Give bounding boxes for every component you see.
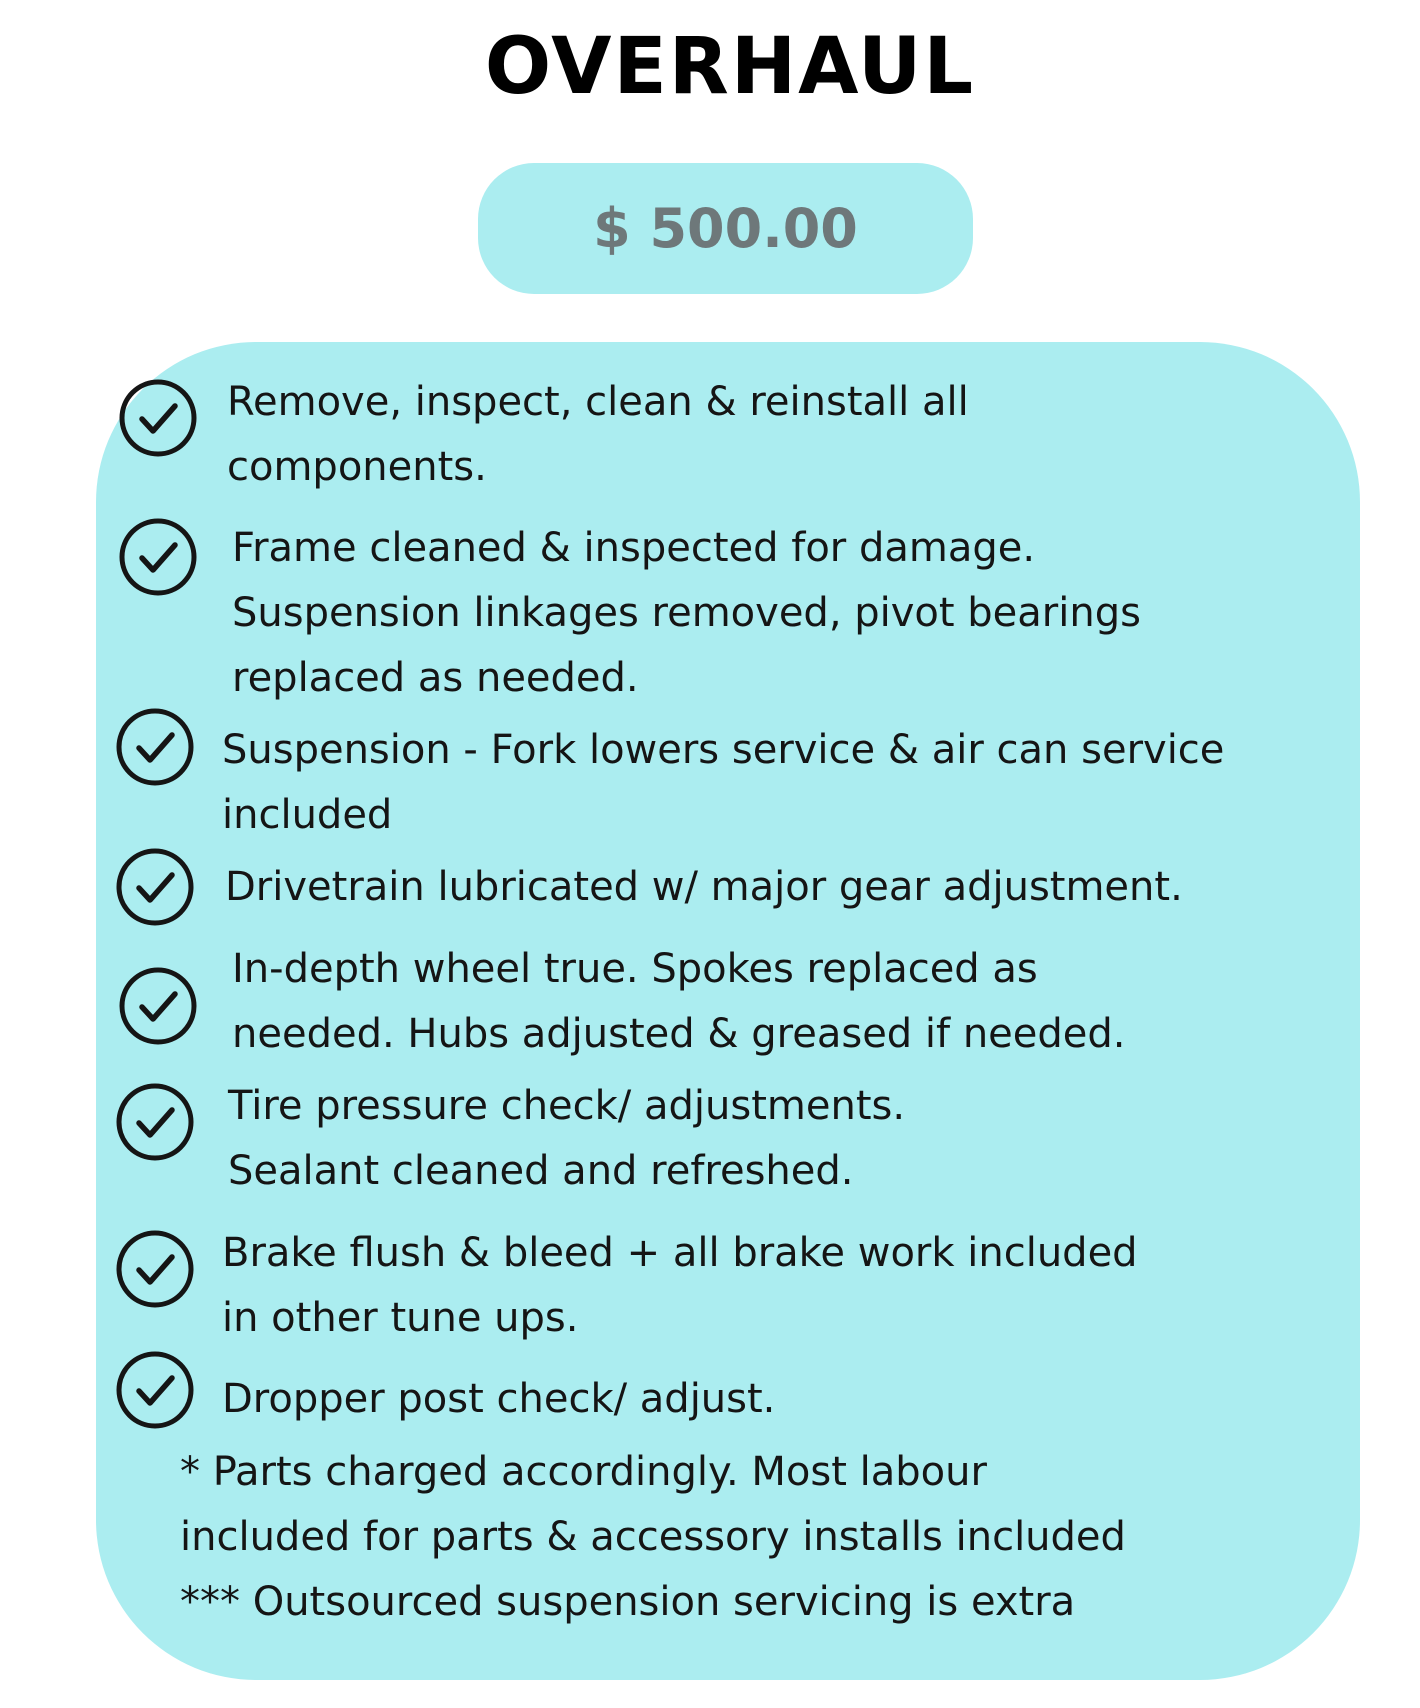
service-line: In-depth wheel true. Spokes replaced as [232, 946, 1038, 992]
service-line: needed. Hubs adjusted & greased if needed. [232, 1011, 1126, 1057]
service-line: Frame cleaned & inspected for damage. [232, 525, 1036, 571]
parts-note-line: included for parts & accessory installs included [180, 1514, 1126, 1560]
check-circle-icon [115, 1229, 195, 1309]
page-title: OVERHAUL [484, 22, 976, 112]
price-badge [478, 163, 973, 294]
service-item-text [225, 855, 1183, 920]
service-line: Sealant cleaned and refreshed. [228, 1148, 854, 1194]
service-item-text [232, 937, 1126, 1067]
service-item-text [227, 370, 969, 500]
service-line: components. [227, 444, 487, 490]
service-item-text [222, 718, 1224, 848]
service-line: Drivetrain lubricated w/ major gear adjustment. [225, 864, 1183, 910]
service-line: Tire pressure check/ adjustments. [228, 1083, 906, 1129]
parts-note-line: * Parts charged accordingly. Most labour [180, 1449, 987, 1495]
check-circle-icon [118, 517, 198, 597]
service-line: Dropper post check/ adjust. [222, 1376, 776, 1422]
service-line: Remove, inspect, clean & reinstall all [227, 379, 969, 425]
service-item-text [232, 516, 1141, 711]
service-line: replaced as needed. [232, 655, 639, 701]
service-item-text [222, 1367, 775, 1432]
check-circle-icon [115, 1082, 195, 1162]
service-line: included [222, 792, 393, 838]
check-circle-icon [115, 707, 195, 787]
service-line: Brake flush & bleed + all brake work included [222, 1230, 1138, 1276]
service-line: Suspension linkages removed, pivot bearings [232, 590, 1141, 636]
service-line: Suspension - Fork lowers service & air can service [222, 727, 1225, 773]
service-item-text [222, 1221, 1138, 1351]
parts-note [180, 1440, 1126, 1570]
check-circle-icon [118, 378, 198, 458]
outsourced-note: *** Outsourced suspension servicing is extra [180, 1579, 1076, 1625]
service-item-text [228, 1074, 905, 1204]
service-line: in other tune ups. [222, 1295, 579, 1341]
check-circle-icon [118, 966, 198, 1046]
check-circle-icon [115, 1350, 195, 1430]
check-circle-icon [115, 847, 195, 927]
price-value: $ 500.00 [593, 197, 858, 260]
